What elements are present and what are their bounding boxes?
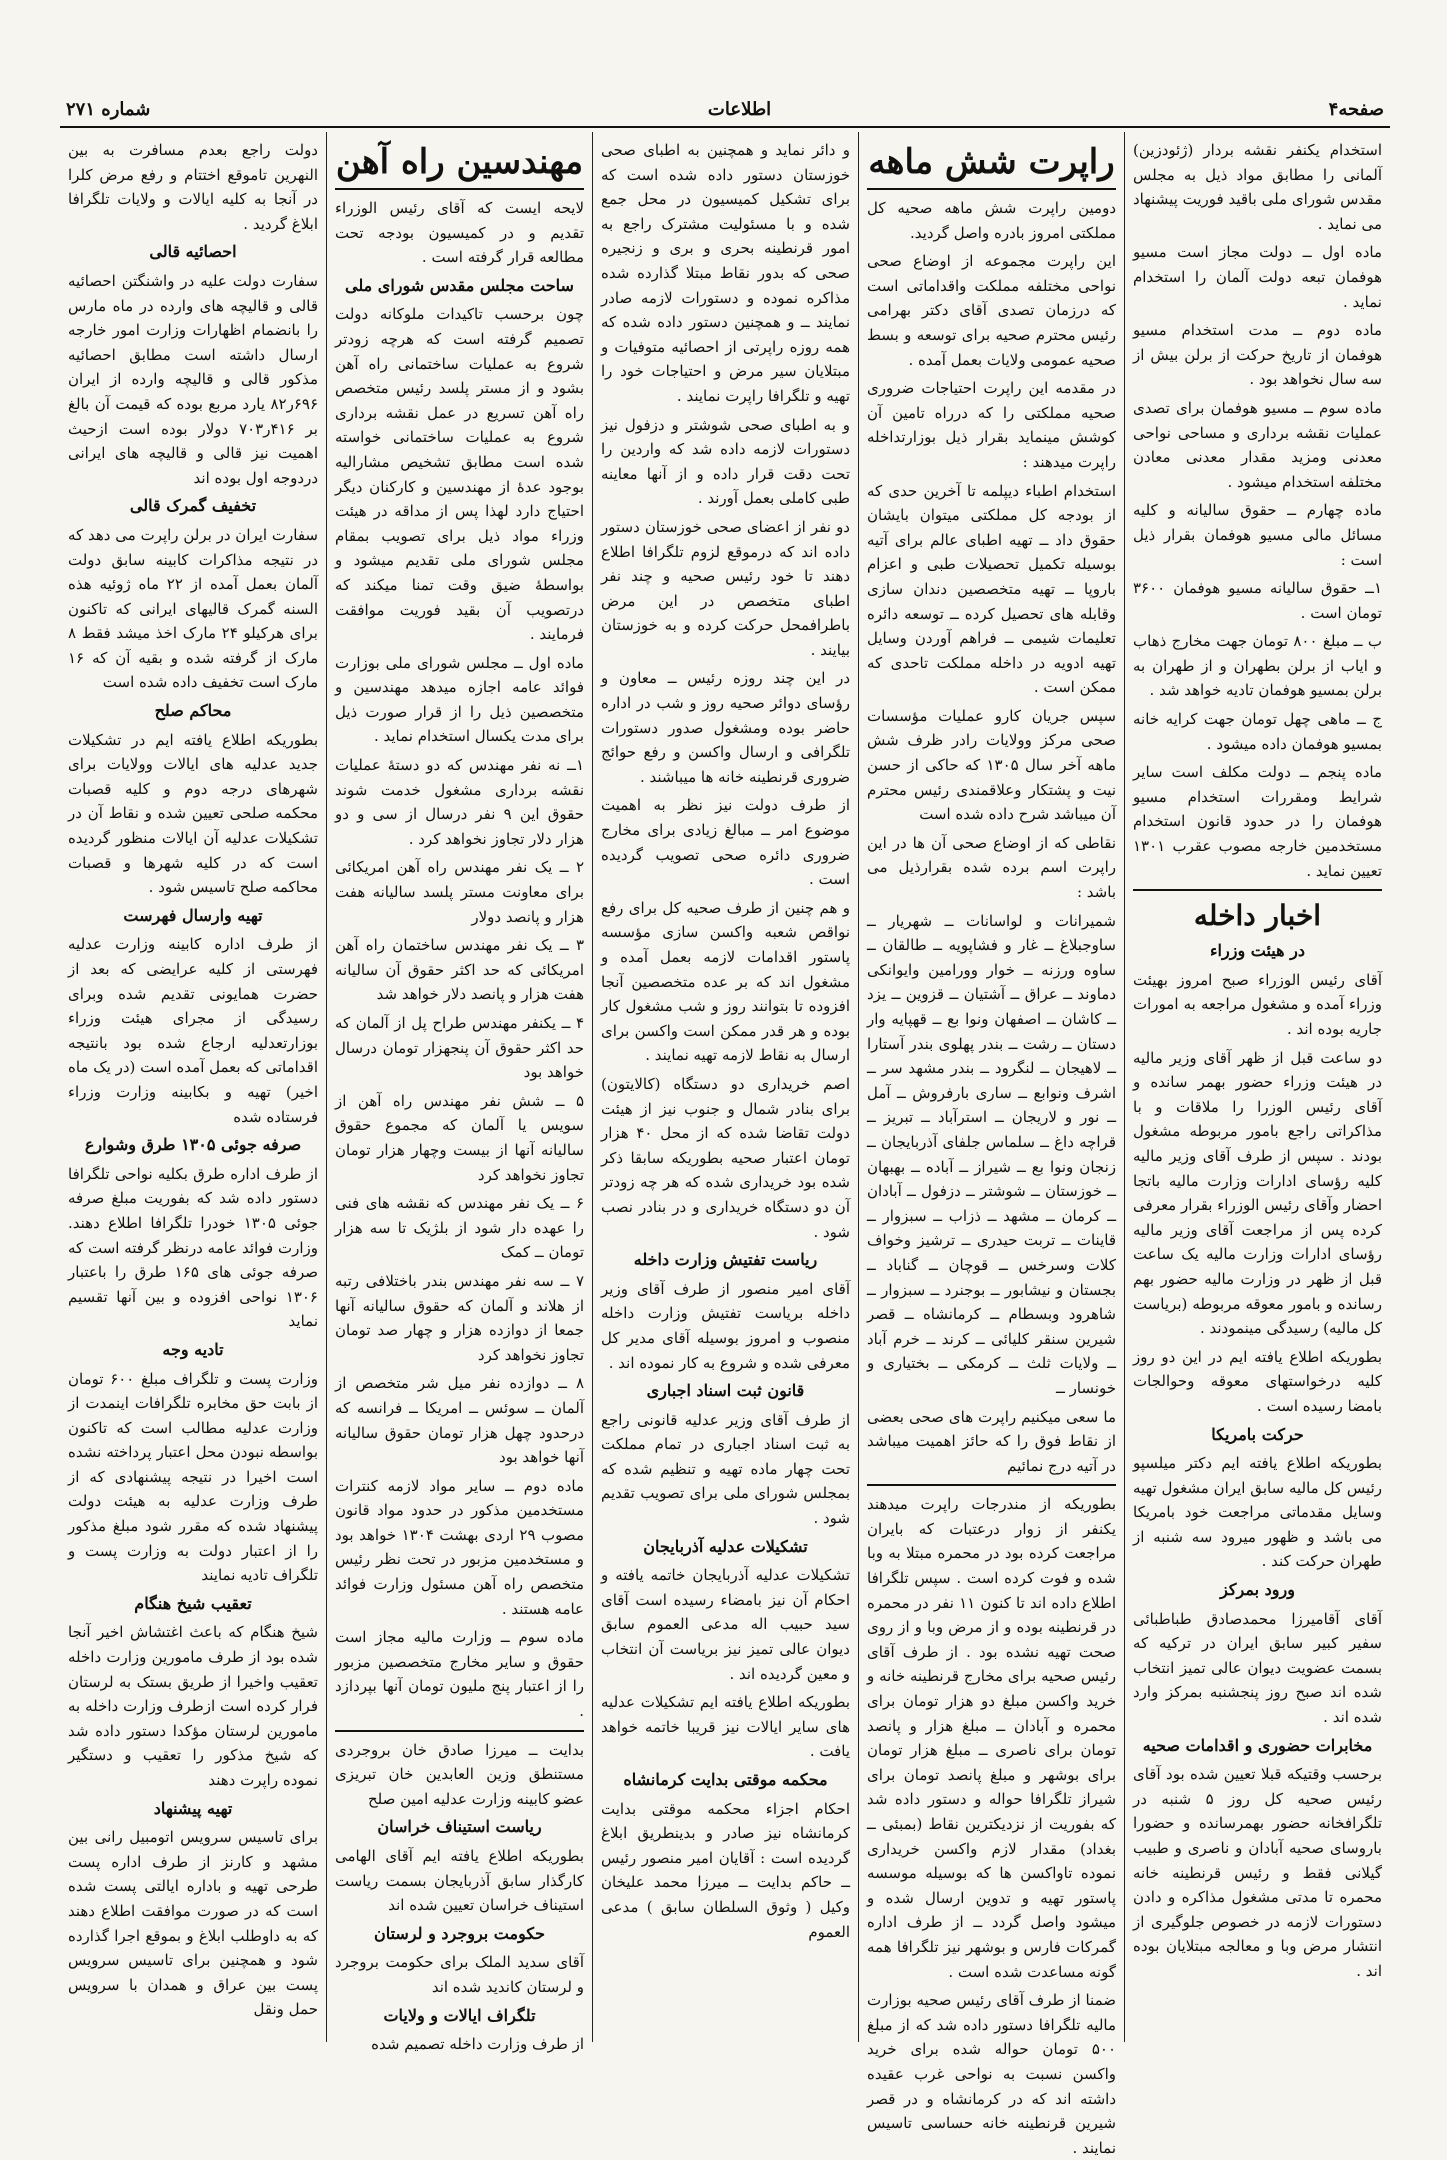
subheading: ساحت مجلس مقدس شورای ملی: [345, 275, 574, 295]
paragraph: از طرف دولت نیز نظر به اهمیت موضوع امر ــ مبالغ زیادی برای مخارج ضروری دائره صحی تصویب گردیده است .: [601, 796, 850, 889]
paragraph: از طرف اداره کابینه وزارت عدلیه فهرستی از کلیه عرایضی که بعد از حضرت همایونی تقدیم شده وبرای رسیدگی از مجرای هیئت وزراء بوزارتعدلیه ارجاع شده بود بانتیجه اقداماتی که بعمل آمده است (در یک ماه اخیر) تهیه و بکابینه وزارت وزراء فرستاده شده: [68, 935, 318, 1126]
paragraph: تشکیلات عدلیه آذربایجان خاتمه یافته و احکام آن نیز بامضاء رسیده است آقای سید حبیب اله مدعی العموم سابق دیوان عالی تمیز نیز بریاست آن انتخاب و معین گردیده اند .: [601, 1566, 850, 1683]
paragraph: این راپرت مجموعه از اوضاع صحی نواحی مختلفه مملکت واقداماتی است که درزمان تصدی آقای دکتر بهرامی رئیس محترم صحیه برای توسعه و بسط صحیه عمومی ولایات بعمل آمده .: [867, 252, 1116, 369]
paragraph: در این چند روزه رئیس ــ معاون و رؤسای دوائر صحیه روز و شب در اداره حاضر بوده ومشغول صدور دستورات تلگرافی و ارسال واکسن و رفع حوائج ضروری قرنطینه خانه ها میباشند .: [601, 669, 850, 786]
paragraph: و به اطبای صحی شوشتر و دزفول نیز دستورات لازمه داده شد که واردین را تحت دقت قرار داده و از آنها معاینه طبی کاملی بعمل آورند .: [601, 415, 850, 508]
subheading: ورود بمرکز: [1220, 1580, 1295, 1600]
paragraph: ۵ ــ شش نفر مهندس راه آهن از سویس یا آلمان که مجموع حقوق سالیانه آنها از بیست وچهار هزار تومان تجاوز نخواهد کرد: [335, 1091, 584, 1184]
column-2: [858, 132, 1124, 2157]
paragraph: چون برحسب تاکیدات ملوکانه دولت تصمیم گرفته است که هرچه زودتر شروع به عملیات ساختمانی راه آهن بشود و از مستر پلسد رئیس متخصص راه آهن تسریع در عمل نقشه برداری شروع به عملیات ساختمانی خواسته شده است مطابق تشخیص مشارالیه بوجود عدهٔ از مهندسین و کارکنان دیگر احتیاج دارد لهذا پس از مداقه در هیئت وزراء مواد ذیل برای تصویب بمقام مجلس شورای ملی تقدیم میشود و بواسطهٔ ضیق وقت تمنا میکند که درتصویب آن بقید فوریت موافقت فرمایند .: [335, 305, 584, 644]
paragraph: شیخ هنگام که باعث اغتشاش اخیر آنجا شده بود از طرف مامورین وزارت داخله تعقیب واخیرا از طریق بستک به لرستان فرار کرده است ازطرف وزارت داخله به مامورین لرستان مؤکدا دستور داده شد که شیخ مذکور را تعقیب و دستگیر نموده راپرت دهند: [68, 1623, 318, 1789]
paragraph: بطوریکه از مندرجات راپرت میدهند یکنفر از زوار درعتبات که بایران مراجعت کرده بود در محمره مبتلا به وبا شده و فوت کرده است . سپس تلگرافا اطلاع داده اند تا کنون ۱۱ نفر در محمره در قرنطینه بوده و از مرض وبا و از روی صحت تهیه نشده بود . از طرف آقای رئیس صحیه برای مخارج قرنطینه خانه و خرید واکسن مبلغ دو هزار تومان برای محمره و آبادان ــ مبلغ هزار و پانصد تومان برای ناصری ــ مبلغ هزار تومان برای بوشهر و مبلغ پانصد تومان برای شیراز تلگرافا حواله و دستور داده شد که بفوریت از نزدیکترین نقاط (بمبئی ــ بغداد) مقدار لازم واکسن خریداری نموده تاواکسن ها که بوسیله موسسه پاستور تهیه و تدوین ارسال شده و میشود واصل گردد ــ از طرف اداره گمرکات فارس و بوشهر نیز تلگرافا همه گونه مساعدت شده است .: [867, 1495, 1116, 1981]
paragraph: سفارت دولت علیه در واشنگتن احصائیه قالی و قالیچه های وارده در ماه مارس را بانضمام اظهارات وزارت امور خارجه ارسال داشته است مطابق احصائیه مذکور قالی و قالیچه وارده از ایران ۶۹۶ر۸۲ یارد مربع بوده که قیمت آن بالغ بر ۴۱۶ر۷۰۳ دولار بوده است ازحیث اهمیت نیز قالی و قالیچه های ایرانی دردوجه اول بوده اند: [68, 271, 318, 487]
paragraph: برحسب وقتیکه قبلا تعیین شده بود آقای رئیس صحیه کل روز ۵ شنبه در تلگرافخانه حضور بهمرسانده و حضورا باروسای صحیه آبادان و ناصری و طبیب گیلانی فقط و رئیس قرنطینه خانه محمره تا مدتی مشغول مذاکره و دادن دستورات لازمه در خصوص جلوگیری از انتشار مرض وبا و معالجه مبتلایان بوده اند .: [1133, 1765, 1382, 1980]
paragraph: آقای سدید الملک برای حکومت بروجرد و لرستان کاندید شده اند: [335, 1953, 584, 1996]
paragraph: برای تاسیس سرویس اتومبیل رانی بین مشهد و کارنز از طرف اداره پست طرحی تهیه و باداره ایالتی پست شده است که در صورت موافقت اطلاع دهند که به داوطلب ابلاغ و بموقع اجرا گذارده شود و همچنین برای تاسیس سرویس پست بین عراق و همدان با سرویس حمل ونقل: [68, 1828, 318, 2019]
page-header: [60, 92, 1390, 128]
paragraph: آقای آقامیرزا محمدصادق طباطبائی سفیر کبیر سابق ایران در ترکیه که بسمت عضویت دیوان عالی تمیز انتخاب شده اند صبح روز پنجشنبه بمرکز وارد شده اند .: [1133, 1609, 1382, 1727]
paragraph: بطوریکه اطلاع یافته ایم آقای الهامی کارگذار سابق آذربایجان بسمت ریاست استیناف خراسان تعیین شده اند: [335, 1847, 584, 1915]
divider: [335, 1730, 584, 1732]
column-3: [592, 132, 858, 2042]
paragraph: آقای امیر منصور از طرف آقای وزیر داخله بریاست تفتیش وزارت داخله منصوب و امروز بوسیله آقای مدیر کل معرفی شده و شروع به کار نموده اند .: [601, 1279, 850, 1372]
paragraph: دولت راجع بعدم مسافرت به بین النهرین تاموقع اختتام و رفع مرض کلرا در آنجا به کلیه ایالات و ولایات تلگرافا ابلاغ گردید .: [68, 141, 318, 233]
column-5: [60, 132, 326, 2042]
paragraph: ۴ ــ یکنفر مهندس طراح پل از آلمان که حد اکثر حقوق آن پنجهزار تومان درسال خواهد بود: [335, 1014, 584, 1082]
paragraph: بطوریکه اطلاع یافته ایم دکتر میلسپو رئیس کل مالیه سابق ایران مشغول تهیه وسایل مقدماتی مراجعت خود بامریکا می باشد و ظهور میرود سه شنبه از طهران حرکت کند .: [1133, 1454, 1382, 1571]
paragraph: ماده دوم ــ سایر مواد لازمه کنترات مستخدمین مذکور در حدود مواد قانون مصوب ۲۹ اردی بهشت ۱۳۰۴ خواهد بود و مستخدمین مزبور در تحت نظر رئیس متخصص راه آهن مسئول وزارت فوائد عامه هستند .: [335, 1476, 584, 1618]
paragraph: بطوریکه اطلاع یافته ایم تشکیلات عدلیه های سایر ایالات نیز قریبا خاتمه خواهد یافت .: [601, 1693, 850, 1761]
paragraph: بطوریکه اطلاع یافته ایم در تشکیلات جدید عدلیه های ایالات وولایات برای شهرهای درجه دوم و کلیه قصبات محکمه صلحی تعیین شده و نقاط آن در تشکیلات عدلیه آن ایالات منظور گردیده است که در کلیه شهرها و قصبات محاکمه صلح تاسیس شود .: [68, 730, 318, 897]
subheading: تخفیف گمرک قالی: [129, 496, 257, 516]
paragraph: ماده سوم ــ وزارت مالیه مجاز است حقوق و سایر مخارج متخصصین مزبور را از اعتبار پنج ملیون تومان آنها بپردازد .: [335, 1628, 584, 1721]
column-4: [326, 132, 592, 2054]
paragraph: در مقدمه این راپرت احتیاجات ضروری صحیه مملکتی را که درراه تامین آن کوشش مینماید بقرار ذیل بوزارتداخله راپرت میدهند :: [867, 379, 1116, 471]
paragraph: و دائر نماید و همچنین به اطبای صحی خوزستان دستور داده شده است که برای تشکیل کمیسیون در محل جمع شده و با مسئولیت مشترک راجع به امور قرنطینه بحری و بری و زنجیره صحی که بدور نقاط مبتلا گذارده شده مذاکره نموده و دستورات لازمه صادر نمایند ــ و همچنین دستور داده شده که همه روزه راپرتی از احصائیه متوفیات و مبتلایان سیر مرض و احتیاجات خود را تهیه و تلگرافا راپرت نمایند .: [601, 141, 850, 405]
paragraph: ۳ ــ یک نفر مهندس ساختمان راه آهن امریکائی که حد اکثر حقوق آن سالیانه هفت هزار و پانصد دلار خواهد شد: [335, 936, 584, 1004]
paragraph: ماده اول ــ دولت مجاز است مسیو هوفمان تبعه دولت آلمان را استخدام نماید .: [1133, 243, 1382, 311]
subheading: تادیه وجه: [162, 1339, 224, 1359]
paragraph: بطوریکه اطلاع یافته ایم در این دو روز کلیه درخواستهای معوقه وحوالجات بامضا رسیده است .: [1133, 1347, 1382, 1415]
paragraph: لایحه ایست که آقای رئیس الوزراء تقدیم و در کمیسیون بودجه تحت مطالعه قرار گرفته است .: [335, 199, 584, 267]
divider: [867, 1484, 1116, 1486]
paragraph: دو ساعت قبل از ظهر آقای وزیر مالیه در هیئت وزراء حضور بهمر سانده و آقای رئیس الوزرا را ملاقات و با مذاکراتی راجع بامور مربوطه مشغول بودند . سپس از طرف آقای وزیر مالیه کلیه رؤسای ادارات وزارت مالیه باتجا احضار وآقای رئیس الوزراء بقرار معرفی کرده پس از مراجعت آقای وزیر مالیه رؤسای ادارات وزارت مالیه یک ساعت قبل از ظهر در وزارت مالیه حضور بهم رسانده و بامور معوقه مربوطه (بریاست کل مالیه) رسیدگی مینمودند .: [1133, 1048, 1382, 1338]
paragraph: و هم چنین از طرف صحیه کل برای رفع نواقص شعبه واکسن سازی مؤسسه پاستور اقدامات لازمه بعمل آمده و مشغول اند که بر عده متخصصین آنجا افزوده تا بتوانند روز و شب مشغول کار بوده و هر قدر ممکن است واکسن برای ارسال به نقاط لازمه تهیه نمایند .: [601, 898, 850, 1065]
paragraph: از طرف وزارت داخله تصمیم شده: [371, 2035, 584, 2054]
subheading: ریاست تفتیش وزارت داخله: [633, 1250, 818, 1270]
subheading: در هیئت وزراء: [1210, 941, 1305, 961]
section-title-domestic-news: اخبار داخله: [1193, 899, 1322, 933]
paragraph: ۷ ــ سه نفر مهندس بندر باختلافی رتبه از هلاند و آلمان که حقوق سالیانه آنها جمعا از دوازده هزار و چهار صد تومان تجاوز نخواهد کرد: [335, 1271, 584, 1364]
subheading: تشکیلات عدلیه آذربایجان: [643, 1536, 808, 1556]
column-1: [1124, 132, 1390, 2042]
subheading: تلگراف ایالات و ولایات: [383, 2005, 536, 2025]
subheading: تعقیب شیخ هنگام: [134, 1593, 252, 1613]
paragraph: ماده دوم ــ مدت استخدام مسیو هوفمان از تاریخ حرکت از برلن بیش از سه سال نخواهد بود .: [1133, 321, 1382, 389]
paragraph: ۱ــ حقوق سالیانه مسیو هوفمان ۳۶۰۰ تومان است .: [1133, 579, 1382, 622]
subheading: تهیه پیشنهاد: [153, 1798, 233, 1818]
subheading: محکمه موقتی بدایت کرمانشاه: [623, 1770, 828, 1789]
subheading: مخابرات حضوری و اقدامات صحیه: [1142, 1735, 1373, 1755]
paragraph: شمیرانات و لواسانات ــ شهریار ــ ساوجبلاغ ــ غار و فشاپویه ــ طالقان ــ ساوه ورزنه ــ خوار وورامین وایوانکی دماوند ــ عراق ــ آشتیان ــ قزوین ــ یزد ــ کاشان ــ اصفهان ونوا بع ــ قهپایه وار دستان ــ رشت ــ بندر پهلوی بندر آستارا ــ لاهیجان ــ لنگرود ــ بندر مشهد سر ــ اشرف ونوابع ــ ساری بارفروش ــ آمل ــ نور و لاریجان ــ استرآباد ــ تبریز ــ قراچه داغ ــ سلماس جلفای آذربایجان ــ زنجان ونوا بع ــ شیراز ــ آباده ــ بهبهان ــ خوزستان ــ شوشتر ــ دزفول ــ آبادان ــ کرمان ــ مشهد ــ ذزاب ــ سبزوار ــ قاینات ــ تربت حیدری ــ ترشیز وخواف کلات وسرخس ــ قوچان ــ گناباد ــ بجستان و نیشابور ــ بوجنرد ــ سبزوار ــ شاهرود وبسطام ــ کرمانشاه ــ قصر شیرین سنقر کلیائی ــ کرند ــ خرم آباد ــ ولایات ثلث ــ کرمکی ــ بختیاری و خونسار ــ: [867, 911, 1116, 1397]
newspaper-page: [60, 92, 1390, 2157]
subheading: تهیه وارسال فهرست: [123, 905, 263, 925]
paragraph: دومین راپرت شش ماهه صحیه کل مملکتی امروز بادره واصل گردید.: [867, 199, 1116, 242]
paragraph: ۱ــ نه نفر مهندس که دو دستهٔ عملیات نقشه برداری مشغول خدمت شوند حقوق این ۹ نفر درسال از سی و دو هزار دلار تجاوز نخواهد کرد .: [335, 756, 584, 848]
subheading: صرفه جوئی ۱۳۰۵ طرق وشوارع: [84, 1135, 302, 1155]
page-label: صفحه۴: [1328, 98, 1384, 120]
paragraph: ماده پنجم ــ دولت مکلف است سایر شرایط ومقررات استخدام مسیو هوفمان را در حدود قانون استخدام مستخدمین خارجه مصوب عقرب ۱۳۰۱ تعیین نماید .: [1133, 763, 1382, 880]
paragraph: نقاطی که از اوضاع صحی آن ها در این راپرت اسم برده شده بقرارذیل می باشد :: [867, 833, 1116, 902]
subheading: محاکم صلح: [154, 701, 232, 721]
paragraph: دو نفر از اعضای صحی خوزستان دستور داده اند که درموقع لزوم تلگرافا اطلاع دهند تا خود رئیس صحیه و چند نفر اطبای متخصص در این مرض باطرافمحل حرکت کرده و به خوزستان بیایند .: [601, 517, 850, 659]
subheading: احصائیه قالی: [149, 242, 237, 262]
paragraph: ماده سوم ــ مسیو هوفمان برای تصدی عملیات نقشه برداری و مساحی نواحی معدنی ومزید مقدار معدنی معادن مختلفه استخدام میشود .: [1133, 398, 1382, 491]
issue-label: شماره ۲۷۱: [66, 98, 151, 120]
section-title-six-month-report: راپرت شش ماهه: [867, 140, 1116, 190]
paragraph: سفارت ایران در برلن راپرت می دهد که در نتیجه مذاکرات کابینه سابق دولت آلمان بعمل آمده از ۲۲ ماه ژوئیه هذه السنه گمرک قالیهای ایرانی که تاکنون برای هرکیلو ۲۴ مارک اخذ میشد فقط ۸ مارک از گرفته شده و بقیه آن که ۱۶ مارک است تخفیف داده شده است: [68, 525, 318, 692]
paragraph: از طرف اداره طرق بکلیه نواحی تلگرافا دستور داده شد که بفوریت مبلغ صرفه جوئی ۱۳۰۵ خودرا تلگرافا اطلاع دهند. وزارت فوائد عامه درنظر گرفته است که صرفه جوئی های ۱۶۵ طرق را باعتبار ۱۳۰۶ نواحی افزوده و بین آنها تقسیم نماید: [68, 1164, 318, 1331]
section-title-railway-engineers: مهندسین راه آهن: [335, 140, 584, 190]
paragraph: سپس جریان کارو عملیات مؤسسات صحی مرکز وولایات رادر ظرف شش ماهه آخر سال ۱۳۰۵ که حاکی از حسن نیت و پشتکار وعلاقمندی رئیس محترم آن میباشد شرح داده شده است: [867, 706, 1116, 824]
subheading: حرکت بامریکا: [1211, 1424, 1304, 1444]
paragraph: اصم خریداری دو دستگاه (کالایتون) برای بنادر شمال و جنوب نیز از هیئت دولت تقاضا شده که از محل ۴۰ هزار تومان اعتبار صحیه بطوریکه سابقا ذکر شده بود خریداری شده که هر چه زودتر آن دو دستگاه خریداری و در بنادر نصب شود .: [601, 1074, 850, 1241]
paragraph: وزارت پست و تلگراف مبلغ ۶۰۰ تومان از بابت حق مخابره تلگرافات اینمدت از وزارت عدلیه مطالب است که تاکنون بواسطه نبودن محل اعتبار پرداخته نشده است اخیرا در نتیجه پیشنهادی که از طرف وزارت عدلیه به هیئت دولت پیشنهاد شده که مقرر شود مبلغ مذکور را از اعتبار دولت به وزارت پست و تلگراف تادیه نمایند: [68, 1369, 318, 1585]
divider: [1133, 889, 1382, 891]
columns: [60, 132, 1390, 2157]
paragraph: ۸ ــ دوازده نفر میل شر متخصص از آلمان ــ سوئس ــ امریکا ــ فرانسه که درحدود چهل هزار تومان حقوق سالیانه آنها خواهد بود: [335, 1374, 584, 1467]
paragraph: استخدام اطباء دیپلمه تا آخرین حدی که از بودجه کل مملکتی میتوان بایشان حقوق داد ــ تهیه اطبای عالم برای آتیه بوسیله تکمیل تحصیلات طبی و اعزام باروپا ــ تهیه متخصصین دندان سازی وقابله های تحصیل کرده ــ توسعه دائره تعلیمات شیمی ــ فراهم آوردن وسایل تهیه ادویه در داخله مملکت تاحدی که ممکن است .: [867, 481, 1116, 697]
paragraph: ۲ ــ یک نفر مهندس راه آهن امریکائی برای معاونت مستر پلسد سالیانه هفت هزار و پانصد دولار: [335, 858, 584, 926]
paragraph: استخدام یکنفر نقشه بردار (ژئودزین) آلمانی را مطابق مواد ذیل به مجلس مقدس شورای ملی باقید فوریت پیشنهاد می نماید .: [1133, 141, 1382, 233]
paragraph: ماده اول ــ مجلس شورای ملی بوزارت فوائد عامه اجازه میدهد مهندسین و متخصصین ذیل را از قرار صورت ذیل برای مدت یکسال استخدام نماید .: [335, 653, 584, 746]
paragraph: ۶ ــ یک نفر مهندس که نقشه های فنی را عهده دار شود از بلژیک تا سه هزار تومان ــ کمک: [335, 1194, 584, 1262]
subheading: حکومت بروجرد و لرستان: [373, 1923, 546, 1943]
paragraph: ماده چهارم ــ حقوق سالیانه و کلیه مسائل مالی مسیو هوفمان بقرار ذیل است :: [1133, 501, 1382, 569]
paragraph: بدایت ــ میرزا صادق خان بروجردی مستنطق وزین العابدین خان تبریزی عضو کابینه وزارت عدلیه امین صلح: [335, 1740, 584, 1808]
subheading: قانون ثبت اسناد اجباری: [646, 1381, 805, 1401]
paper-name: اطلاعات: [707, 98, 772, 120]
paragraph: ما سعی میکنیم راپرت های صحی بعضی از نقاط فوق را که حائز اهمیت میباشد در آتیه درج نمائیم: [867, 1407, 1116, 1475]
paragraph: آقای رئیس الوزراء صبح امروز بهیئت وزراء آمده و مشغول مراجعه به امورات جاریه بوده اند .: [1133, 970, 1382, 1038]
paragraph: ج ــ ماهی چهل تومان جهت کرایه خانه بمسیو هوفمان داده میشود .: [1133, 710, 1382, 753]
paragraph: ضمنا از طرف آقای رئیس صحیه بوزارت مالیه تلگرافا دستور داده شد که از مبلغ ۵۰۰ تومان حواله شده برای خرید واکسن نسبت به نواحی غرب عقیده داشته اند که در کرمانشاه و در قصر شیرین قرنطینه خانه حساسی تاسیس نمایند .: [867, 1991, 1116, 2157]
paragraph: ب ــ مبلغ ۸۰۰ تومان جهت مخارج ذهاب و ایاب از برلن بطهران و از طهران به برلن بمسیو هوفمان تادیه خواهد شد .: [1133, 632, 1382, 700]
subheading: ریاست استیناف خراسان: [377, 1817, 542, 1837]
paragraph: از طرف آقای وزیر عدلیه قانونی راجع به ثبت اسناد اجباری در تمام مملکت تحت چهار ماده تهیه و تنظیم شده که بمجلس شورای ملی برای تصویب تقدیم شود .: [601, 1410, 850, 1528]
paragraph: احکام اجزاء محکمه موقتی بدایت کرمانشاه نیز صادر و بدینطریق ابلاغ گردیده است : آقایان امیر منصور رئیس ــ حاکم بدایت ــ میرزا محمد علیخان وکیل ( وثوق السلطان سابق ) مدعی العموم: [601, 1799, 850, 1941]
